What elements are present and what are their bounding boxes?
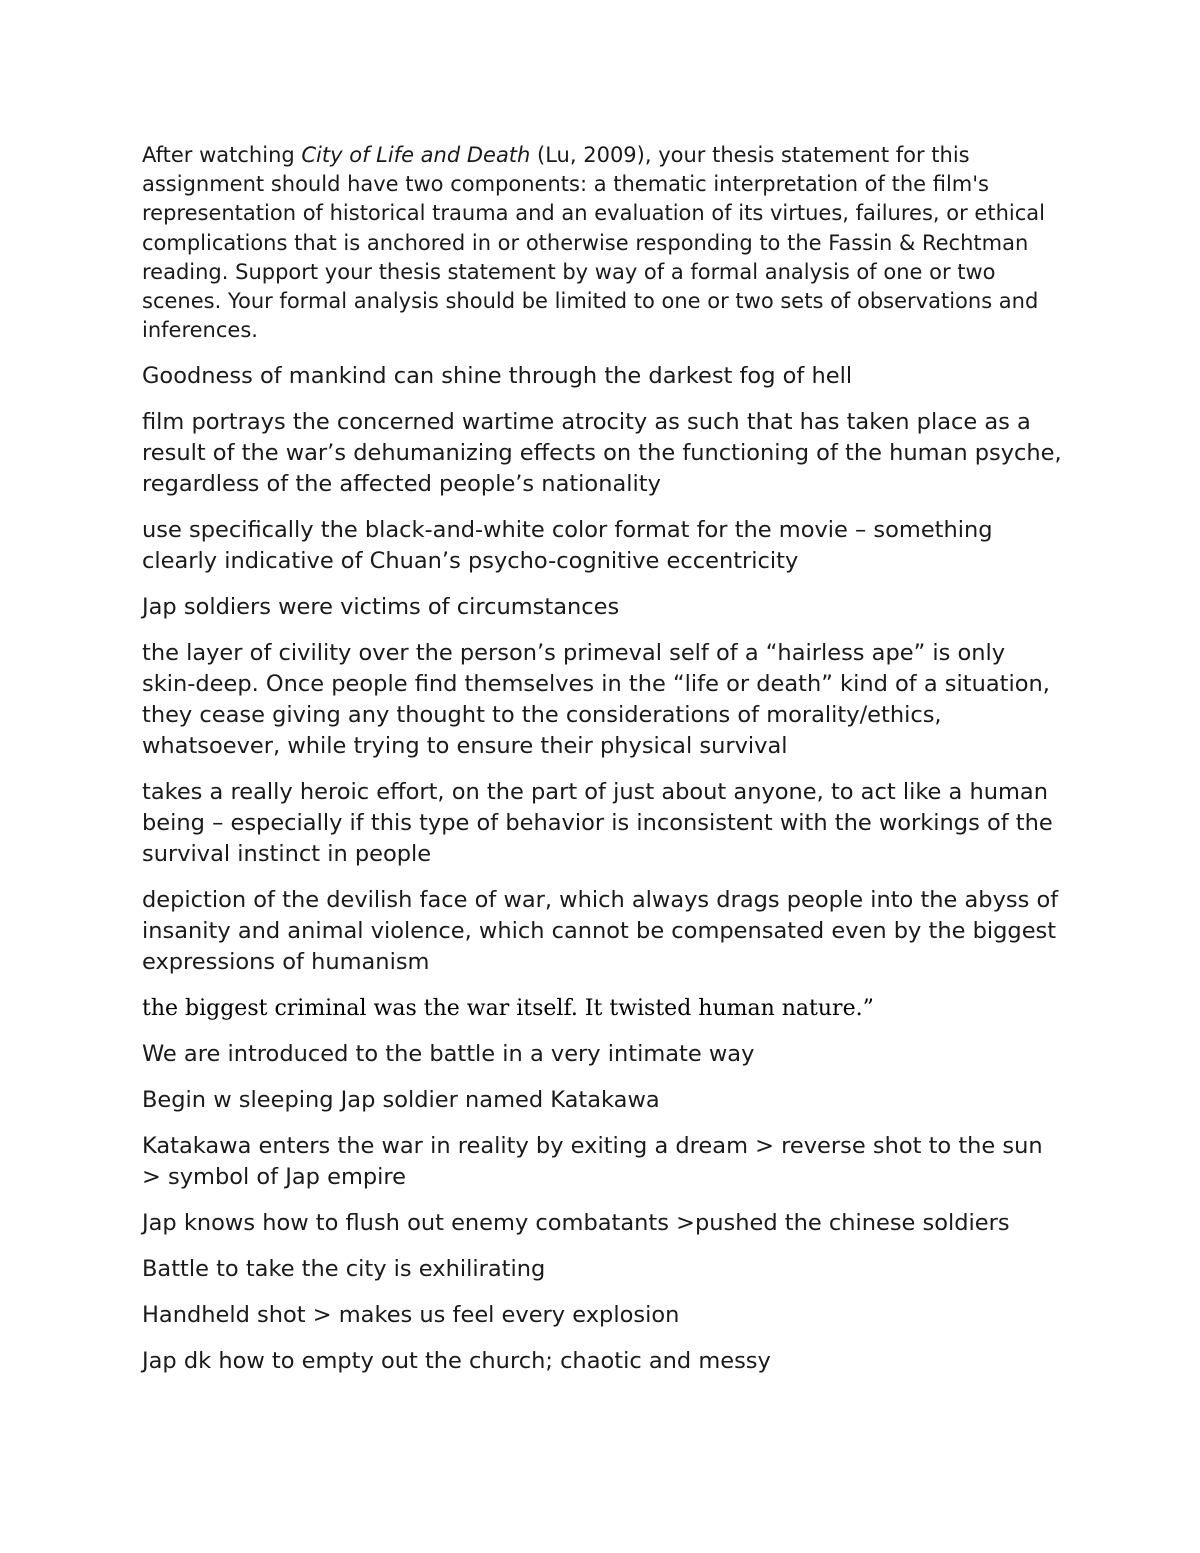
prompt-text-rest: (Lu, 2009), your thesis statement for this assignment should have two components: a thematic interpretation of the film's representation of historical trauma and an evaluation of its virtues, failures, or ethical complications that is anchored in or otherwise responding to the Fassin & Rechtman reading. Support your thesis statement by way of a formal analysis of one or two scenes. Your formal analysis should be limited to one or two sets of observations and inferences. [142, 143, 1045, 343]
note-paragraph: the layer of civility over the person’s primeval self of a “hairless ape” is only skin-deep. Once people find themselves in the “life or death” kind of a situation, they cease giving any thought to the considerations of morality/ethics, whatsoever, while trying to ensure their physical survival [142, 640, 1050, 760]
note-paragraph: Goodness of mankind can shine through the darkest fog of hell [142, 363, 853, 390]
note-paragraph: Jap dk how to empty out the church; chaotic and messy [142, 1348, 771, 1375]
note-paragraph: takes a really heroic effort, on the part of just about anyone, to act like a human being – especially if this type of behavior is inconsistent with the workings of the survival instinct in people [142, 779, 1053, 868]
note-paragraph: Handheld shot > makes us feel every explosion [142, 1302, 680, 1329]
note-paragraph: use specifically the black-and-white color format for the movie – something clearly indicative of Chuan’s psycho-cognitive eccentricity [142, 517, 993, 575]
film-title: City of Life and Death [301, 143, 531, 167]
prompt-text-start: After watching [142, 143, 302, 167]
note-paragraph: Begin w sleeping Jap soldier named Katakawa [142, 1087, 660, 1114]
note-paragraph: We are introduced to the battle in a very intimate way [142, 1041, 755, 1068]
note-paragraph: Battle to take the city is exhilirating [142, 1256, 546, 1283]
document-body [142, 141, 1062, 1392]
quote-paragraph: the biggest criminal was the war itself. It twisted human nature.” [142, 996, 874, 1022]
note-paragraph: film portrays the concerned wartime atrocity as such that has taken place as a result of the war’s dehumanizing effects on the functioning of the human psyche, regardless of the affected people’s nationality [142, 409, 1062, 498]
note-paragraph: Jap soldiers were victims of circumstances [142, 594, 620, 621]
note-paragraph: depiction of the devilish face of war, which always drags people into the abyss of insanity and animal violence, which cannot be compensated even by the biggest expressions of humanism [142, 887, 1059, 976]
note-paragraph: Katakawa enters the war in reality by exiting a dream > reverse shot to the sun > symbol of Jap empire [142, 1133, 1043, 1191]
assignment-prompt [142, 141, 1062, 345]
note-paragraph: Jap knows how to flush out enemy combatants >pushed the chinese soldiers [142, 1210, 1010, 1237]
